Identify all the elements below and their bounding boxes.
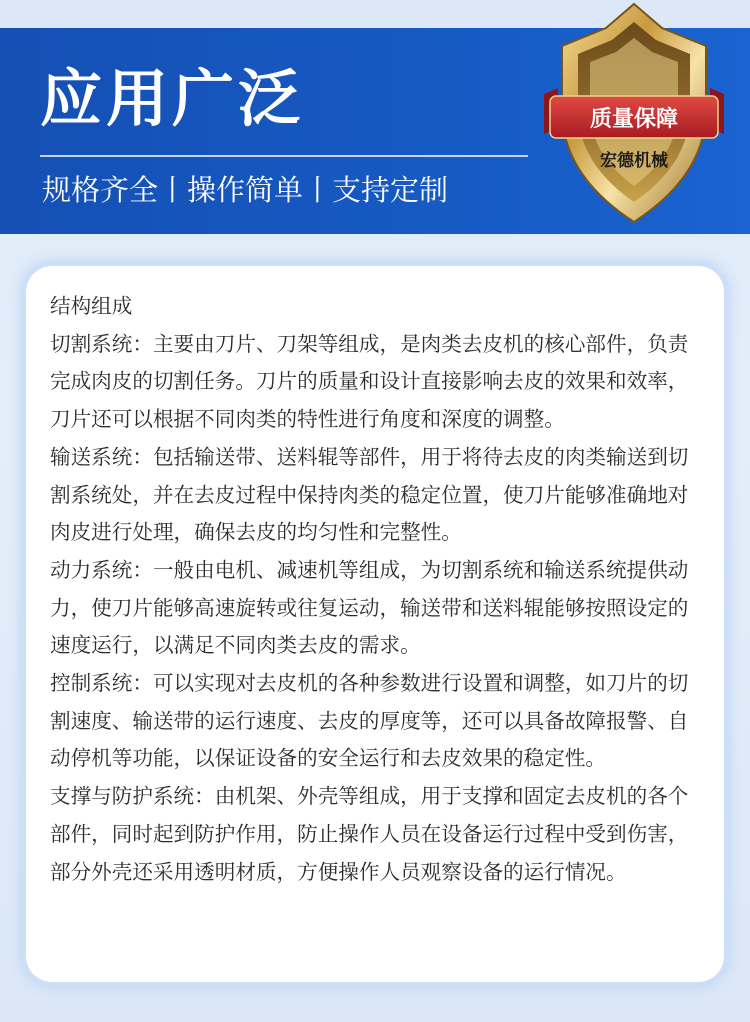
- paragraph-conveyor-system: 输送系统：包括输送带、送料辊等部件，用于将待去皮的肉类输送到切割系统处，并在去皮过程中保持肉类的稳定位置，使刀片能够准确地对肉皮进行处理，确保去皮的均匀性和完整性。: [50, 444, 689, 545]
- shield-badge-icon: [544, 0, 724, 234]
- badge-brand-text: 宏德机械: [600, 151, 668, 171]
- paragraph-control-system: 控制系统：可以实现对去皮机的各种参数进行设置和调整，如刀片的切割速度、输送带的运行速度、去皮的厚度等，还可以具备故障报警、自动停机等功能，以保证设备的安全运行和去皮效果的稳定性。: [50, 671, 689, 771]
- banner-divider: [40, 155, 528, 157]
- banner-subtitle: 规格齐全丨操作简单丨支持定制: [42, 173, 449, 207]
- paragraph-support-system: 支撑与防护系统：由机架、外壳等组成，用于支撑和固定去皮机的各个部件，同时起到防护作用，防止操作人员在设备运行过程中受到伤害，部分外壳还采用透明材质，方便操作人员观察设备的运行情况。: [50, 784, 689, 884]
- content-text: [50, 288, 704, 891]
- banner-title: 应用广泛: [40, 62, 305, 135]
- badge-ribbon-text: 质量保障: [589, 107, 679, 132]
- content-heading: 结构组成: [50, 294, 133, 318]
- paragraph-power-system: 动力系统：一般由电机、减速机等组成，为切割系统和输送系统提供动力，使刀片能够高速旋转或往复运动，输送带和送料辊能够按照设定的速度运行，以满足不同肉类去皮的需求。: [50, 557, 689, 658]
- content-card: [26, 266, 724, 982]
- paragraph-cutting-system: 切割系统：主要由刀片、刀架等组成，是肉类去皮机的核心部件，负责完成肉皮的切割任务。刀片的质量和设计直接影响去皮的效果和效率，刀片还可以根据不同肉类的特性进行角度和深度的调整。: [50, 331, 689, 432]
